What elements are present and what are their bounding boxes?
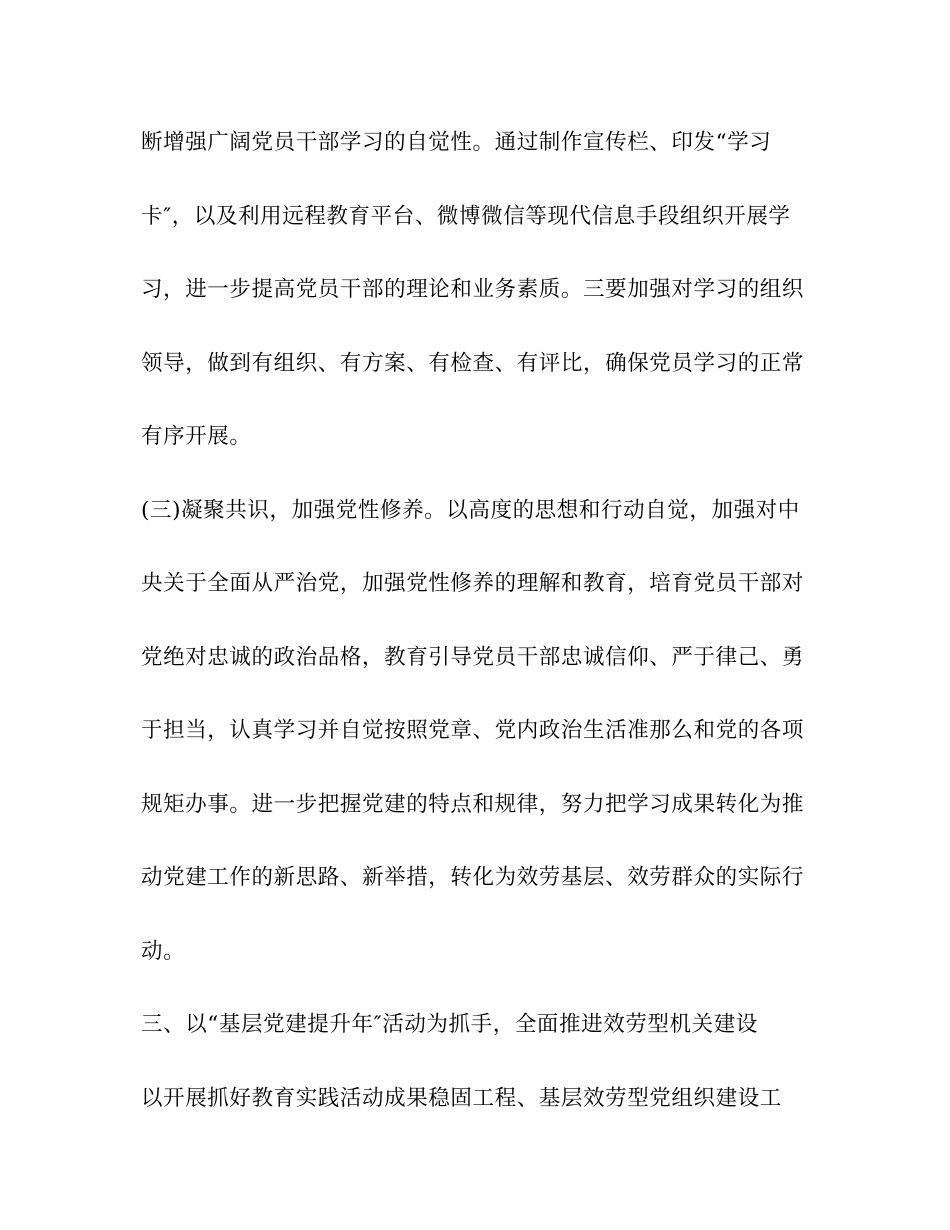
text-line: 卡″，以及利用远程教育平台、微博微信等现代信息手段组织开展学 bbox=[141, 203, 791, 229]
text-line: 有序开展。 bbox=[141, 424, 252, 449]
text-line: 规矩办事。进一步把握党建的特点和规律，努力把学习成果转化为推 bbox=[141, 791, 805, 817]
text-line: 于担当，认真学习并自觉按照党章、党内政治生活准那么和党的各项 bbox=[141, 718, 805, 743]
text-line: 动党建工作的新思路、新举措，转化为效劳基层、效劳群众的实际行 bbox=[141, 865, 805, 890]
text-line: 党绝对忠诚的政治品格，教育引导党员干部忠诚信仰、严于律己、勇 bbox=[141, 644, 805, 670]
section-heading: (三)凝聚共识，加强党性修养。以高度的思想和行动自觉，加强对中 bbox=[141, 497, 800, 523]
text-line: 领导，做到有组织、有方案、有检查、有评比，确保党员学习的正常 bbox=[141, 350, 805, 376]
text-line: 断增强广阔党员干部学习的自觉性。通过制作宣传栏、印发“学习 bbox=[141, 130, 772, 155]
text-line: 习，进一步提高党员干部的理论和业务素质。三要加强对学习的组织 bbox=[141, 277, 805, 302]
text-line: 央关于全面从严治党，加强党性修养的理解和教育，培育党员干部对 bbox=[141, 571, 805, 596]
text-line: 以开展抓好教育实践活动成果稳固工程、基层效劳型党组织建设工 bbox=[141, 1085, 782, 1111]
document-body bbox=[141, 120, 811, 1149]
section-heading: 三、以“基层党建提升年″活动为抓手，全面推进效劳型机关建设 bbox=[141, 1012, 758, 1037]
text-line: 动。 bbox=[141, 938, 186, 964]
